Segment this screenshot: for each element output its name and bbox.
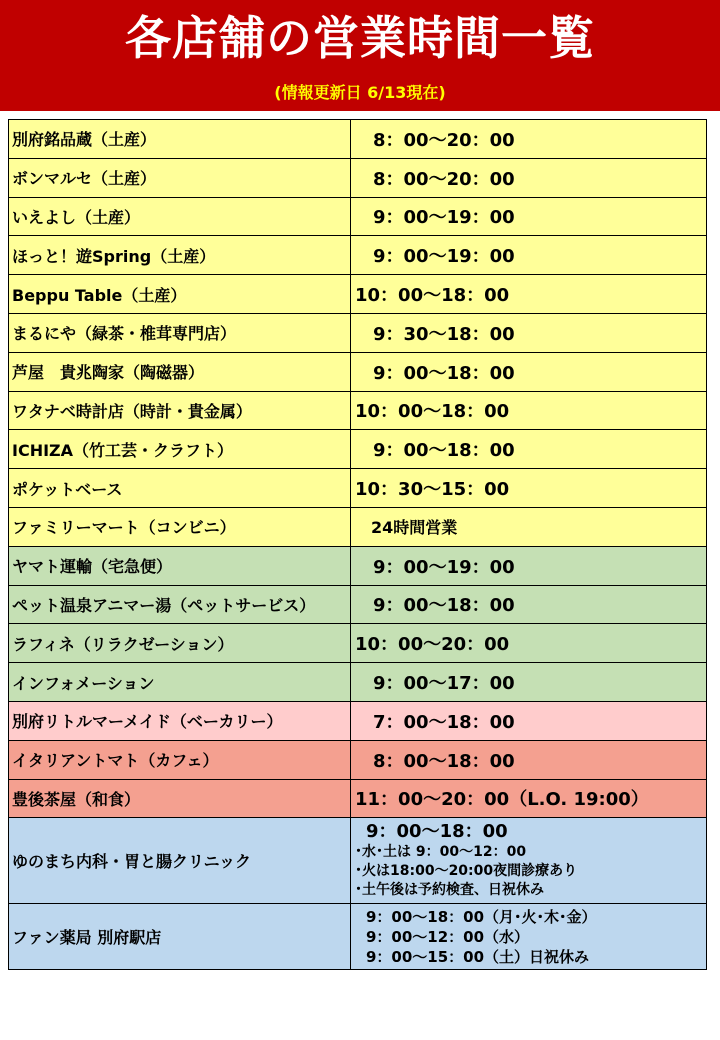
table-row [9, 624, 707, 663]
store-hours: 9：30～18：00 [351, 313, 707, 352]
table-row [9, 818, 707, 904]
store-hours: 11：00～20：00（L.O. 19:00） [351, 779, 707, 818]
table-row [9, 391, 707, 430]
store-name: ファミリーマート（コンビニ） [9, 507, 351, 546]
pharmacy-name: ファン薬局 別府駅店 [9, 904, 351, 970]
table-row [9, 469, 707, 508]
table-row [9, 313, 707, 352]
table-row [9, 546, 707, 585]
store-hours: 10：00～18：00 [351, 275, 707, 314]
store-name: 芦屋 貴兆陶家（陶磁器） [9, 352, 351, 391]
store-name: ワタナベ時計店（時計・貴金属） [9, 391, 351, 430]
store-name: インフォメーション [9, 663, 351, 702]
store-name: ほっと！遊Spring（土産） [9, 236, 351, 275]
pharmacy-hours [351, 904, 707, 970]
clinic-note: ･土午後は予約検査、日祝休み [355, 882, 544, 899]
store-name: ペット温泉アニマー湯（ペットサービス） [9, 585, 351, 624]
store-hours: 7：00～18：00 [351, 701, 707, 740]
clinic-note: ･水･土は 9：00～12：00 [355, 844, 527, 861]
table-row [9, 120, 707, 159]
store-name: ICHIZA（竹工芸・クラフト） [9, 430, 351, 469]
store-name: ポケットベース [9, 469, 351, 508]
clinic-hours-main: 9：00～18：00 [366, 821, 508, 843]
store-name: 別府リトルマーメイド（ベーカリー） [9, 701, 351, 740]
table-row [9, 158, 707, 197]
store-name: いえよし（土産） [9, 197, 351, 236]
pharmacy-hours-line: 9：00～18：00（月･火･木･金） [366, 907, 597, 926]
store-hours: 10：00～20：00 [351, 624, 707, 663]
table-row [9, 275, 707, 314]
table-row [9, 236, 707, 275]
store-hours: 9：00～18：00 [351, 352, 707, 391]
store-hours: 8：00～18：00 [351, 740, 707, 779]
pharmacy-hours-line: 9：00～15：00（土）日祝休み [366, 947, 590, 966]
store-hours: 9：00～18：00 [351, 430, 707, 469]
table-row [9, 430, 707, 469]
page-title: 各店舗の営業時間一覧 [125, 11, 595, 65]
clinic-note: ･火は18:00～20:00夜間診療あり [355, 863, 578, 880]
store-name: ヤマト運輸（宅急便） [9, 546, 351, 585]
table-row [9, 197, 707, 236]
table-row [9, 701, 707, 740]
store-hours: 8：00～20：00 [351, 158, 707, 197]
table-row [9, 352, 707, 391]
store-hours: 9：00～18：00 [351, 585, 707, 624]
update-date: (情報更新日 6/13現在) [274, 83, 446, 102]
table-row [9, 585, 707, 624]
store-hours: 9：00～17：00 [351, 663, 707, 702]
table-row [9, 740, 707, 779]
table-row [9, 779, 707, 818]
store-hours: 9：00～19：00 [351, 236, 707, 275]
store-hours: 10：00～18：00 [351, 391, 707, 430]
store-hours: 9：00～19：00 [351, 197, 707, 236]
store-hours: 8：00～20：00 [351, 120, 707, 159]
store-hours: 9：00～19：00 [351, 546, 707, 585]
page-header [0, 0, 720, 111]
table-row [9, 507, 707, 546]
store-hours: 10：30～15：00 [351, 469, 707, 508]
store-name: まるにや（緑茶・椎茸専門店） [9, 313, 351, 352]
store-name: 別府銘品蔵（土産） [9, 120, 351, 159]
clinic-hours [351, 818, 707, 904]
store-hours: 24時間営業 [351, 507, 707, 546]
table-row [9, 904, 707, 970]
store-name: ラフィネ（リラクゼーション） [9, 624, 351, 663]
store-hours-table [8, 119, 707, 970]
store-name: ボンマルセ（土産） [9, 158, 351, 197]
pharmacy-hours-line: 9：00～12：00（水） [366, 927, 530, 946]
clinic-name: ゆのまち内科・胃と腸クリニック [9, 818, 351, 904]
table-row [9, 663, 707, 702]
store-name: 豊後茶屋（和食） [9, 779, 351, 818]
store-name: イタリアントマト（カフェ） [9, 740, 351, 779]
store-name: Beppu Table（土産） [9, 275, 351, 314]
